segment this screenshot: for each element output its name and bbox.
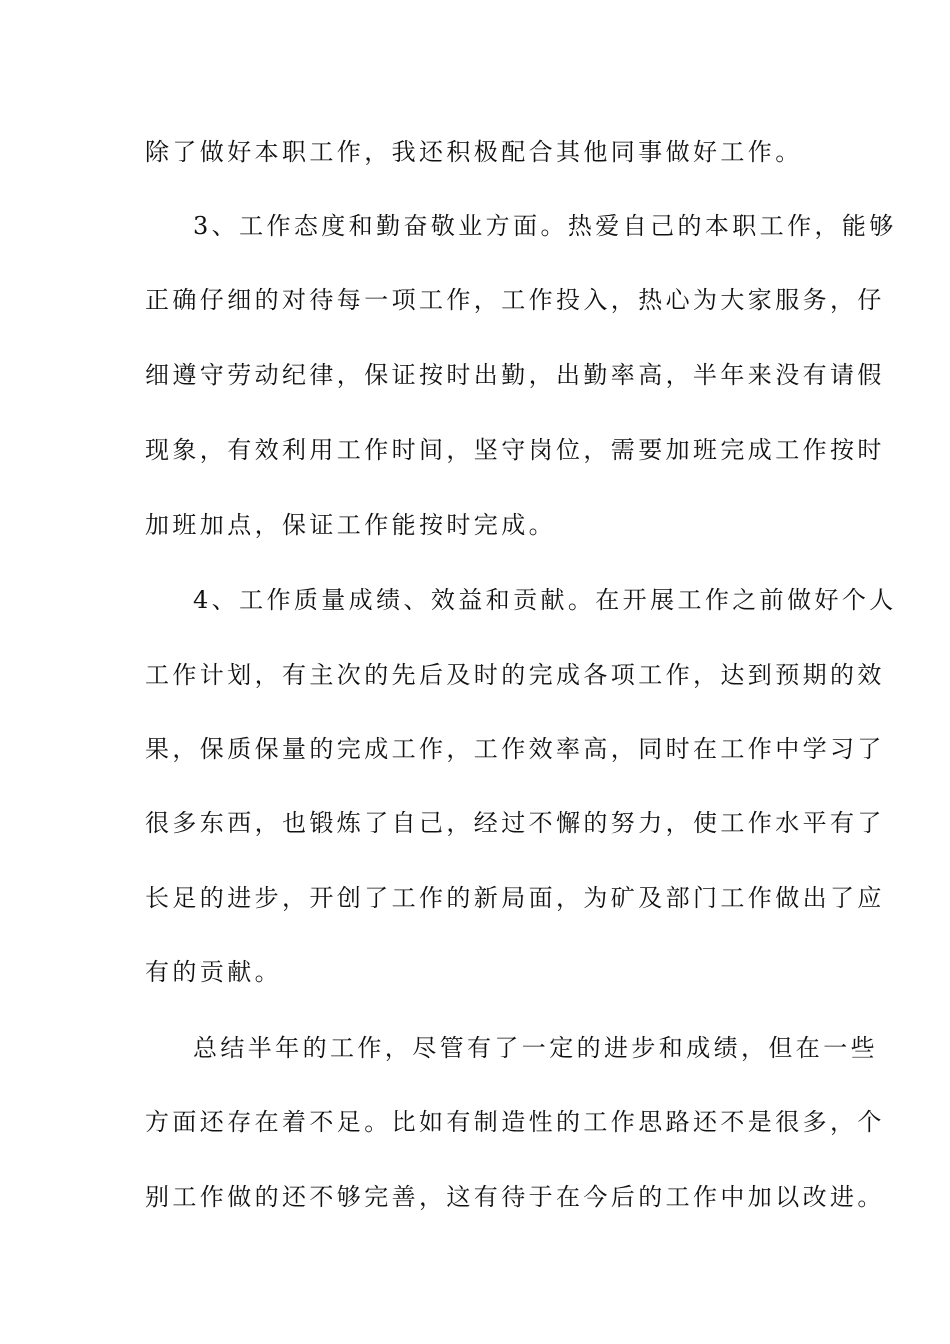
- text-line: 除了做好本职工作，我还积极配合其他同事做好工作。: [145, 138, 803, 166]
- text-line: 3、工作态度和勤奋敬业方面。热爱自己的本职工作，能够: [193, 212, 897, 240]
- text-line: 有的贡献。: [145, 958, 282, 986]
- text-line: 工作计划，有主次的先后及时的完成各项工作，达到预期的效: [145, 661, 885, 689]
- text-line: 正确仔细的对待每一项工作，工作投入，热心为大家服务，仔: [145, 286, 885, 314]
- text-line: 长足的进步，开创了工作的新局面，为矿及部门工作做出了应: [145, 884, 885, 912]
- text-line: 总结半年的工作，尽管有了一定的进步和成绩，但在一些: [193, 1034, 878, 1062]
- text-line: 4、工作质量成绩、效益和贡献。在开展工作之前做好个人: [193, 586, 897, 614]
- text-line: 很多东西，也锻炼了自己，经过不懈的努力，使工作水平有了: [145, 809, 885, 837]
- text-line: 方面还存在着不足。比如有制造性的工作思路还不是很多，个: [145, 1108, 885, 1136]
- text-line: 细遵守劳动纪律，保证按时出勤，出勤率高，半年来没有请假: [145, 361, 885, 389]
- text-line: 果，保质保量的完成工作，工作效率高，同时在工作中学习了: [145, 735, 885, 763]
- text-line: 现象，有效利用工作时间，坚守岗位，需要加班完成工作按时: [145, 436, 885, 464]
- text-line: 别工作做的还不够完善，这有待于在今后的工作中加以改进。: [145, 1183, 885, 1211]
- text-line: 加班加点，保证工作能按时完成。: [145, 511, 556, 539]
